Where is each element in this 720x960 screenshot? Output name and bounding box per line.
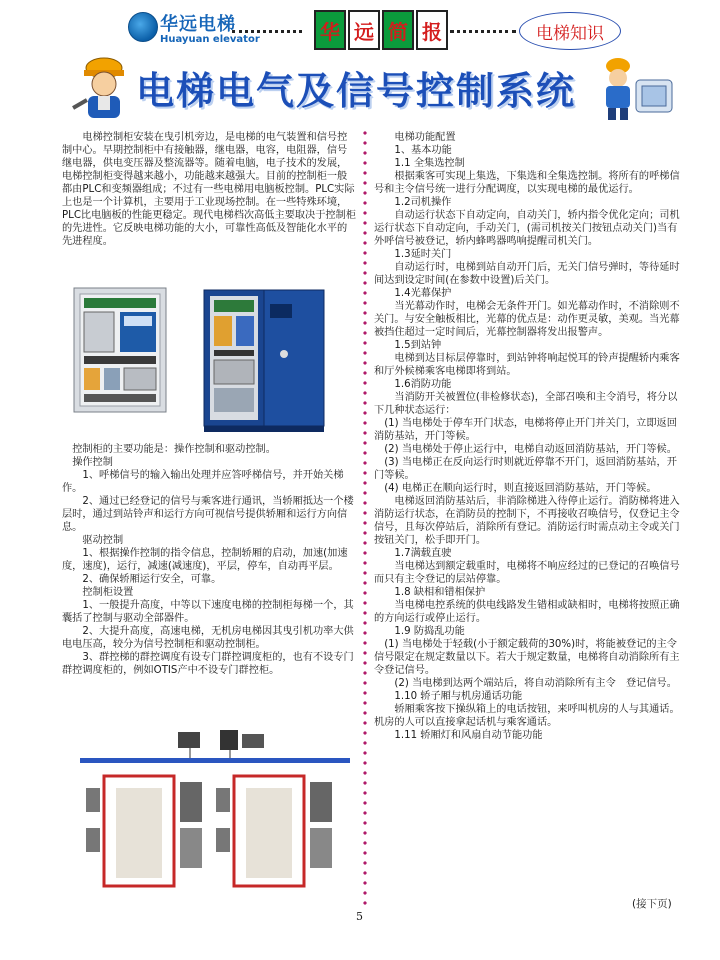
section-heading: 电梯功能配置 <box>394 132 456 143</box>
control-cabinet-image <box>72 286 168 414</box>
elevator-car-icon <box>634 78 674 114</box>
paragraph: 自动运行状态下自动定向，自动关门，轿内指令优化定向；司机运行状态下自动定向，手动关门，(需司机按关门按钮点动关门)当有外呼信号被登记，轿内蜂鸣器鸣响提醒司机关门。 <box>374 210 680 247</box>
main-function-line: 控制柜的主要功能是：操作控制和驱动控制。 <box>72 444 276 455</box>
subsection-title: 1.6消防功能 <box>394 379 452 390</box>
paragraph: (4) 电梯正在顺向运行时，则直接返回消防基站，开门等候。 <box>384 483 657 494</box>
header-dotted-line <box>232 30 302 37</box>
company-logo-icon <box>128 12 158 42</box>
paragraph: 电梯返回消防基站后，非消除梯进入待停止运行。消防梯将进入消防运行状态，在消防员的控制下，不再接收召唤信号，仅登记主令信号，且每次停站后，消除所有登记。消防运行时需点动主令或关门按钮关门，松手即开门。 <box>374 496 680 546</box>
newsletter-title-char: 华 <box>314 10 346 50</box>
subsection-title: 1.2司机操作 <box>394 197 452 208</box>
section-heading: 驱动控制 <box>82 535 124 546</box>
page-number: 5 <box>356 910 363 923</box>
newsletter-title-char: 报 <box>416 10 448 50</box>
paragraph: (1) 当电梯处于轻载(小于额定载荷的30%)时，将能被登记的主令信号限定在规定数量以下。若大于规定数量，电梯将自动消除所有主令登记信号。 <box>374 639 680 676</box>
section-heading: 控制柜设置 <box>82 587 134 598</box>
paragraph: 当电梯达到额定载重时，电梯将不响应经过的已登记的召唤信号而只有主令登记的层站停靠。 <box>374 561 680 585</box>
paragraph: 轿厢乘客按下操纵箱上的电话按钮，来呼叫机房的人与其通话。机房的人可以直接拿起话机与乘客通话。 <box>374 704 680 728</box>
section-heading: 操作控制 <box>72 457 113 468</box>
paragraph: 当电梯电控系统的供电线路发生错相或缺相时，电梯将按照正确的方向运行或停止运行。 <box>374 600 680 624</box>
brand-name-english: Huayuan elevator <box>160 34 260 45</box>
section-heading: 1、基本功能 <box>394 145 452 156</box>
paragraph: 根据乘客可实现上集选，下集选和全集选控制。将所有的呼梯信号和主令信号统一进行分配调度，以实现电梯的最优运行。 <box>374 171 680 195</box>
paragraph: 2、大提升高度，高速电梯，无机房电梯因其曳引机功率大供电电压高，较分为信号控制柜和驱动控制柜。 <box>62 626 354 650</box>
paragraph: 当消防开关被置位(非检修状态)，全部召唤和主令消号，将分以下几种状态运行： <box>374 392 678 416</box>
paragraph: 自动运行时，电梯到站自动开门后，无关门信号弹时，等待延时间达到设定时间(在参数中设置)后关门。 <box>374 262 680 286</box>
paragraph: 3、群控梯的群控调度有设专门群控调度柜的，也有不设专门群控调度柜的，例如OTIS产中不设专门群控柜。 <box>62 652 354 676</box>
paragraph: (2) 当电梯到达两个端站后，将自动消除所有主令 登记信号。 <box>394 678 677 689</box>
subsection-title: 1.11 轿厢灯和风扇自动节能功能 <box>394 730 543 741</box>
subsection-title: 1.4光幕保护 <box>394 288 452 299</box>
paragraph: (1) 当电梯处于停车开门状态，电梯将停止开门并关门，立即返回消防基站，开门等候。 <box>374 418 677 442</box>
subsection-title: 1.3延时关门 <box>394 249 452 260</box>
paragraph: 2、通过已经登记的信号与乘客进行通讯，当轿厢抵达一个楼层时，通过到站铃声和运行方向可视信号提供轿厢和运行方向信息。 <box>62 496 354 533</box>
paragraph: 当光幕动作时，电梯会无条件开门。如光幕动作时，不消除则不关门。与安全触板相比，光幕的优点是：动作更灵敏，美观。当光幕被挡住超过一定时间后，光幕控制器将发出报警声。 <box>374 301 680 338</box>
left-function-text <box>62 443 356 677</box>
right-function-text <box>374 131 680 742</box>
newsletter-title-char: 简 <box>382 10 414 50</box>
section-badge: 电梯知识 <box>519 12 621 50</box>
group-control-network-diagram <box>80 728 350 888</box>
paragraph: 电梯到达目标层停靠时，到站钟将响起悦耳的铃声提醒轿内乘客和厅外候梯乘客电梯即将到站。 <box>374 353 680 377</box>
brand-name: 华远电梯 <box>160 14 236 35</box>
header-dotted-line <box>450 30 516 37</box>
control-cabinet-image <box>200 284 328 434</box>
paragraph: 1、呼梯信号的输入输出处理并应答呼梯信号，并开始关梯作。 <box>62 470 344 494</box>
subsection-title: 1.9 防捣乱功能 <box>394 626 465 637</box>
subsection-title: 1.10 轿子厢与机房通话功能 <box>394 691 523 702</box>
subsection-title: 1.5到站钟 <box>394 340 442 351</box>
subsection-title: 1.7满载直驶 <box>394 548 452 559</box>
intro-paragraph: 电梯控制柜安装在曳引机旁边，是电梯的电气装置和信号控制中心。早期控制柜中有接触器，继电器，电容，电阻器，信号继电器，供电变压器及整流器等。随着电脑，电子技术的发展，电梯控制柜变得越来越小，功能越来越强大。目前的控制柜一般都由PLC和变频器组成；不过有一些电梯用电脑板控制。PLC实际上也是一个计算机，主要用于工业现场控制。在一些特殊环境，PLC比电脑板的性能更稳定。现代电梯档次高低主要取决于控制柜的先进性。它反映电梯功能的大小，可靠性高低及智能化水平的先进程度。 <box>62 132 356 247</box>
paragraph: (3) 当电梯正在反向运行时则就近停靠不开门，返回消防基站，开门等候。 <box>374 457 677 481</box>
newsletter-title-char: 远 <box>348 10 380 50</box>
paragraph: 2、确保轿厢运行安全，可靠。 <box>82 574 222 585</box>
paragraph: 1、根据操作控制的指令信息，控制轿厢的启动，加速(加速度，速度)，运行，减速(减速度)，平层，停车，自动再平层。 <box>62 548 348 572</box>
paragraph: 1、一般提升高度，中等以下速度电梯的控制柜每梯一个，其囊括了控制与驱动全部器件。 <box>62 600 354 624</box>
continued-note: (接下页) <box>632 898 672 910</box>
subsection-title: 1.1 全集选控制 <box>394 158 465 169</box>
page-title: 电梯电气及信号控制系统 <box>136 69 577 113</box>
column-divider <box>363 128 367 908</box>
paragraph: (2) 当电梯处于停止运行中，电梯自动返回消防基站，开门等候。 <box>384 444 677 455</box>
subsection-title: 1.8 缺相和错相保护 <box>394 587 486 598</box>
left-intro-text <box>62 131 356 248</box>
worker-illustration-icon <box>70 52 140 122</box>
